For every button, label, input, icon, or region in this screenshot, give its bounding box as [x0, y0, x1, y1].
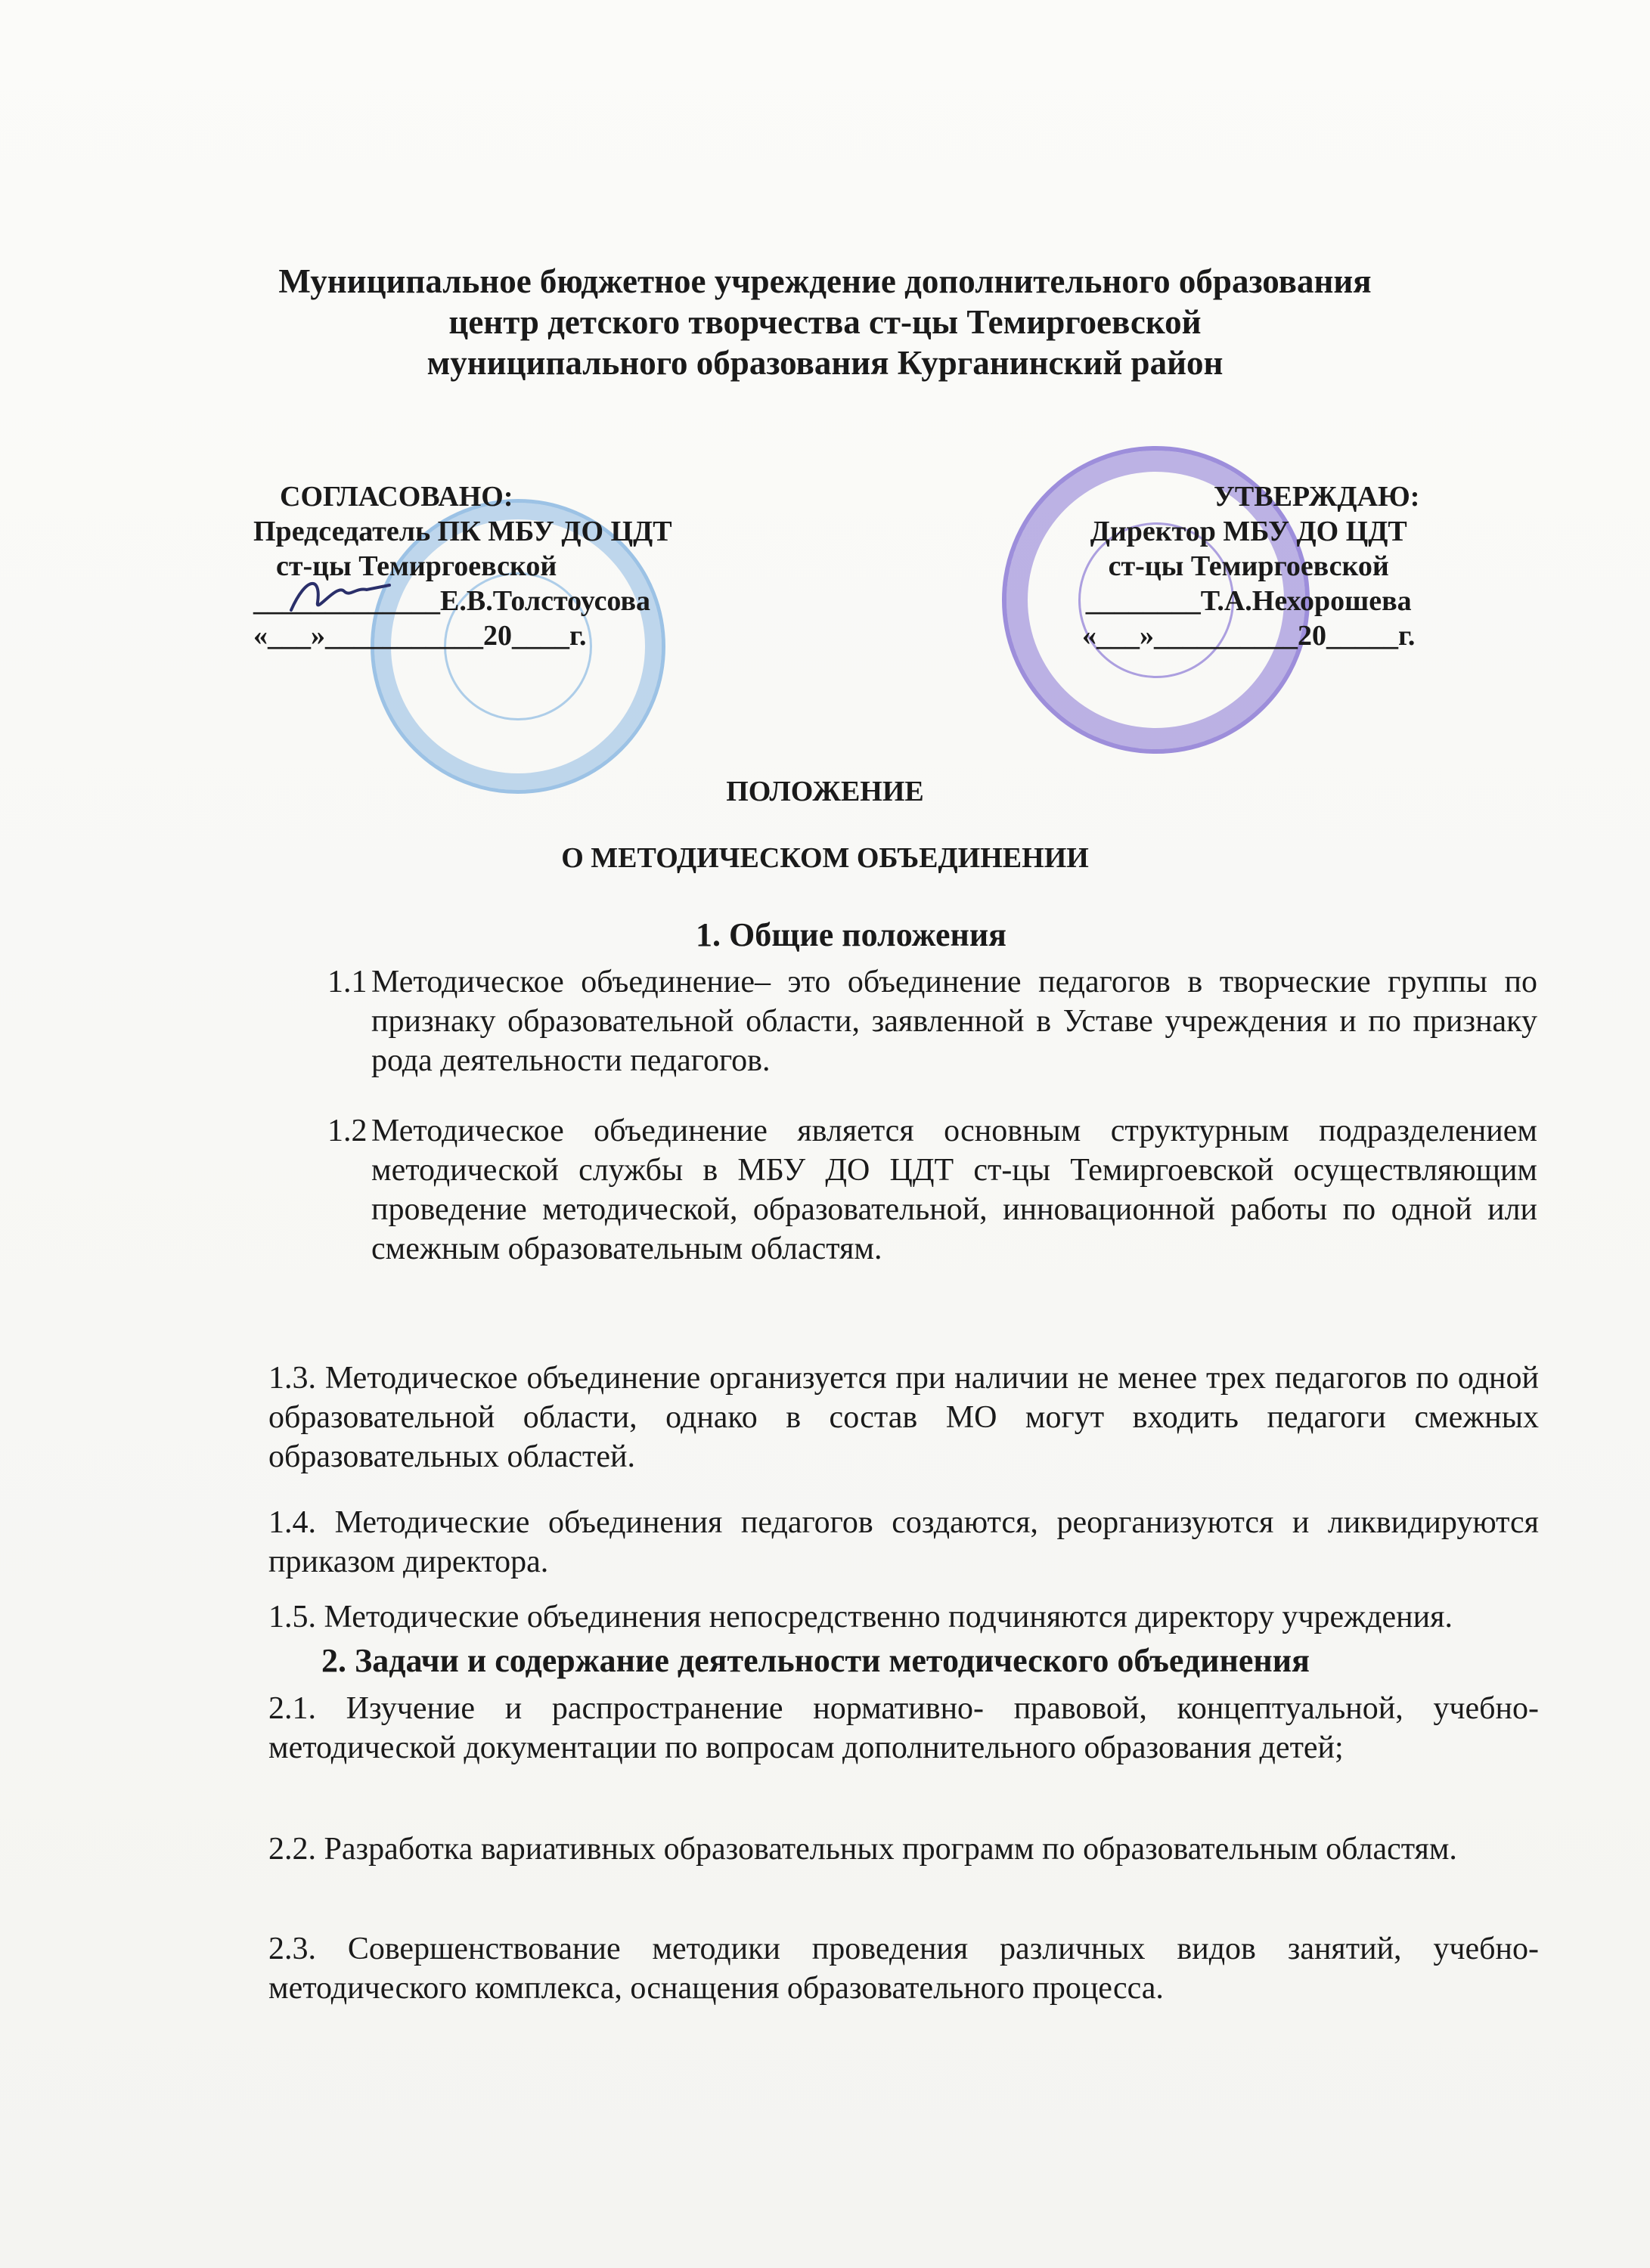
paragraph-text: Методическое объединение– это объединение педагогов в творческие группы по признаку образовательной области, заявленной в Уставе учреждения и по признаку рода деятельности педагогов. — [371, 965, 1537, 1078]
section-2-heading: 2. Задачи и содержание деятельности методического объединения — [321, 1642, 1310, 1679]
paragraph-1-1 — [327, 962, 1537, 1080]
paragraph-1-2 — [327, 1111, 1537, 1269]
approved-title: УТВЕРЖДАЮ: — [1214, 481, 1420, 513]
paragraph-number: 1.2 — [327, 1114, 368, 1148]
agreed-position: Председатель ПК МБУ ДО ЦДТ — [253, 516, 672, 547]
approved-position: Директор МБУ ДО ЦДТ — [1090, 516, 1407, 547]
header-line-3: муниципального образования Курганинский район — [426, 344, 1224, 382]
agreed-date-line: «___»___________20____г. — [253, 620, 587, 652]
organization-header — [0, 261, 1650, 383]
document-subtitle: О МЕТОДИЧЕСКОМ ОБЪЕДИНЕНИИ — [561, 842, 1089, 874]
agreed-location: ст-цы Темиргоевской — [276, 550, 557, 582]
approved-signature-line: ________Т.А.Нехорошева — [1085, 585, 1412, 617]
paragraph-1-4: 1.4. Методические объединения педагогов создаются, реорганизуются и ликвидируются приказом директора. — [268, 1505, 1539, 1579]
header-line-1: Муниципальное бюджетное учреждение дополнительного образования — [278, 262, 1372, 300]
agreed-title: СОГЛАСОВАНО: — [280, 481, 513, 513]
approved-date-line: «___»__________20_____г. — [1081, 620, 1416, 652]
approved-location: ст-цы Темиргоевской — [1108, 550, 1389, 582]
paragraph-1-3: 1.3. Методическое объединение организуется при наличии не менее трех педагогов по одной образовательной области, однако в состав МО могут входить педагоги смежных образовательных областей. — [268, 1361, 1539, 1474]
paragraph-2-1: 2.1. Изучение и распространение нормативно- правовой, концептуальной, учебно-методической документации по вопросам дополнительного образования детей; — [268, 1691, 1539, 1765]
paragraph-2-3: 2.3. Совершенствование методики проведения различных видов занятий, учебно-методического комплекса, оснащения образовательного процесса. — [268, 1932, 1539, 2006]
paragraph-text: Методическое объединение является основным структурным подразделением методической службы в МБУ ДО ЦДТ ст-цы Темиргоевской осуществляющим проведение методической, образовательной, инновационной работы по одной или смежным образовательным областям. — [371, 1114, 1537, 1266]
document-title: ПОЛОЖЕНИЕ — [726, 776, 924, 807]
agreed-block — [253, 479, 672, 653]
paragraph-2-2: 2.2. Разработка вариативных образовательных программ по образовательным областям. — [268, 1832, 1457, 1867]
paragraph-number: 1.1 — [327, 965, 368, 999]
agreed-signature-line: _____________Е.В.Толстоусова — [253, 585, 651, 617]
section-1-heading: 1. Общие положения — [696, 916, 1006, 953]
approved-block — [1078, 479, 1419, 653]
header-line-2: центр детского творчества ст-цы Темиргоевской — [448, 303, 1202, 341]
paragraph-1-5: 1.5. Методические объединения непосредственно подчиняются директору учреждения. — [268, 1600, 1453, 1634]
